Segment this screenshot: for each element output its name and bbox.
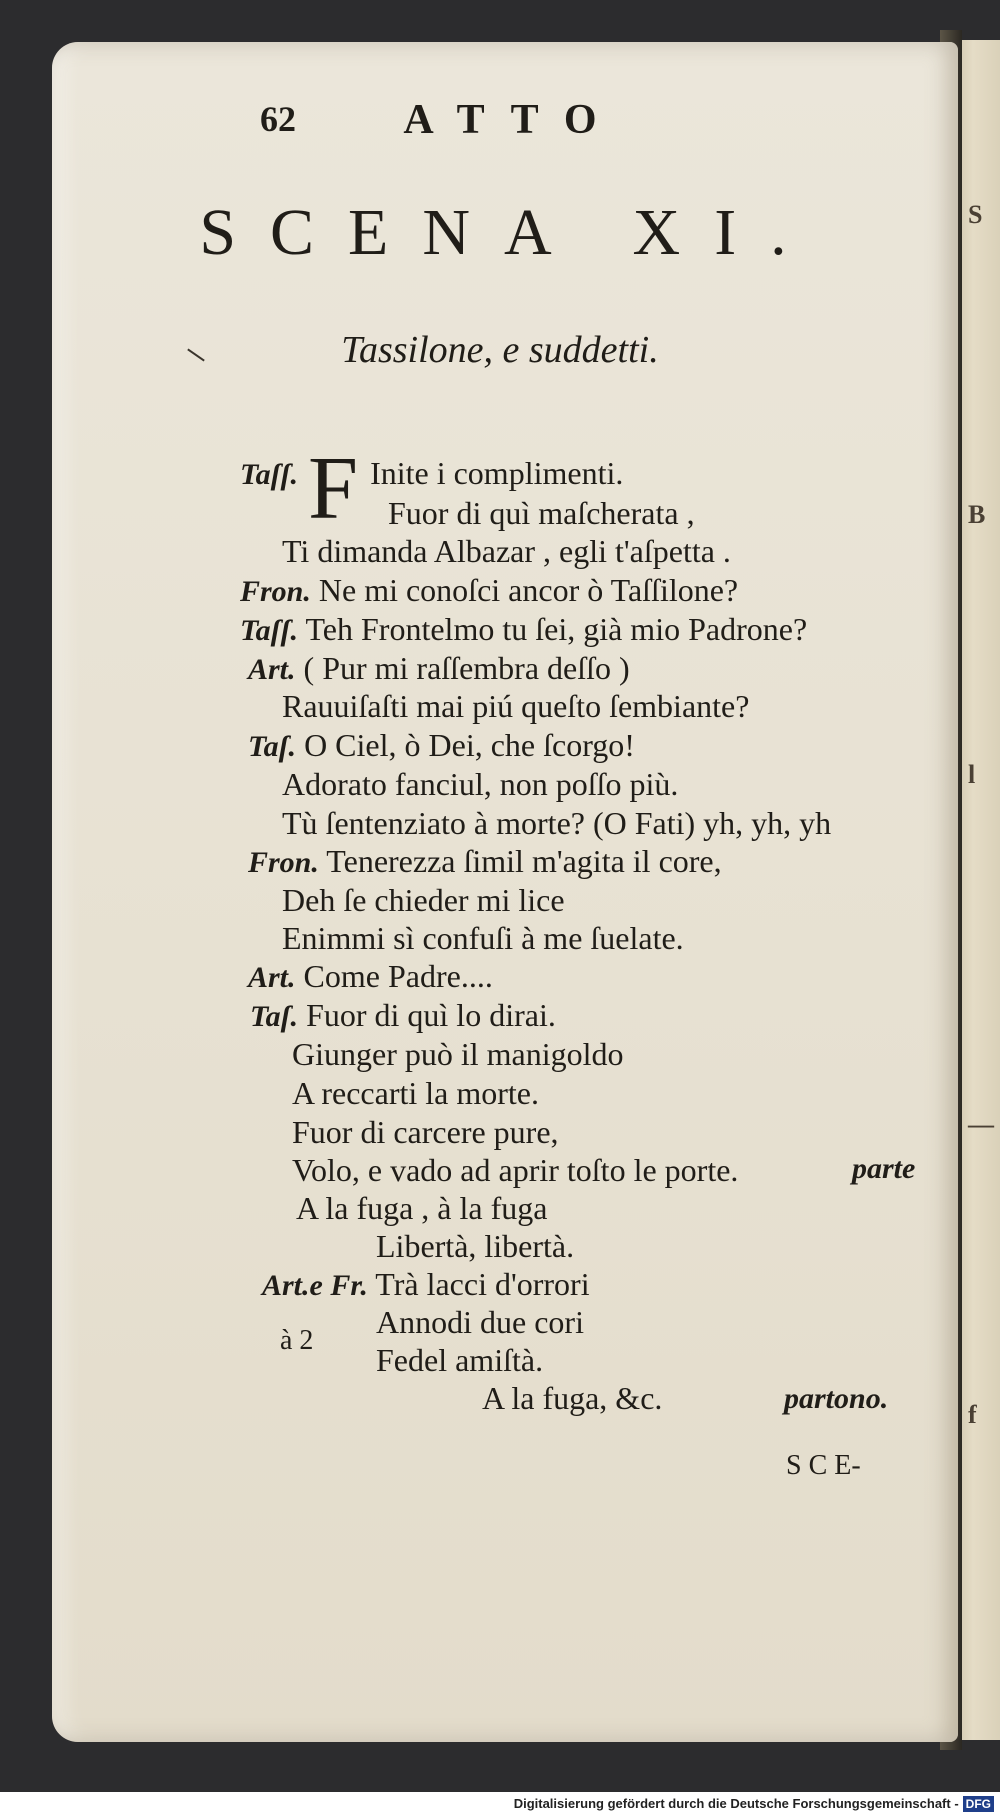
verse-line	[296, 1190, 547, 1227]
verse-line	[376, 1342, 543, 1379]
verse-line	[282, 766, 678, 803]
speaker-label: Taſ.	[248, 730, 297, 763]
facing-page-glyph: B	[968, 500, 986, 529]
speaker-label: Fron.	[248, 846, 319, 879]
speaker-label: Art.	[248, 961, 296, 994]
verse-text: Fuor di carcere pure,	[292, 1114, 559, 1150]
speaker-label: Taſ.	[250, 1000, 299, 1033]
verse-text: ( Pur mi raſſembra deſſo )	[303, 650, 630, 686]
verse-text: Trà lacci d'orrori	[375, 1266, 590, 1302]
verse-line	[282, 688, 749, 725]
verse-text: Ne mi conoſci ancor ò Taſſilone?	[318, 572, 739, 608]
verse-text: Enimmi sì confuſi à me ſuelate.	[282, 920, 684, 956]
verse-text: Annodi due cori	[376, 1304, 584, 1340]
stage-direction-partono: partono.	[784, 1382, 889, 1415]
verse-text: Fuor di quì lo dirai.	[306, 997, 556, 1033]
dfg-logo: DFG	[963, 1796, 994, 1812]
verse-text: Inite i complimenti.	[370, 455, 624, 491]
verse-line	[248, 727, 635, 764]
verse-text: Ti dimanda Albazar , egli t'aſpetta .	[282, 533, 731, 569]
verse-text: A reccarti la morte.	[292, 1075, 539, 1111]
a-due-marker: à 2	[280, 1325, 314, 1356]
verse-line	[248, 958, 493, 995]
verse-text: Fuor di quì maſcherata ,	[388, 495, 695, 531]
speaker-label: Fron.	[240, 575, 311, 608]
verse-text: Come Padre....	[303, 958, 493, 994]
verse-text: Tenerezza ſimil m'agita il core,	[326, 843, 722, 879]
folio-number: 62	[260, 99, 296, 139]
verse-text: Adorato fanciul, non poſſo più.	[282, 766, 679, 802]
speaker-label: Taſſ.	[240, 614, 299, 647]
verse-line	[388, 495, 695, 532]
verse-line	[482, 1380, 662, 1417]
digitization-footer	[0, 1792, 1000, 1815]
verse-line	[292, 1036, 624, 1073]
verse-line	[262, 1266, 590, 1303]
verse-line	[292, 1075, 539, 1112]
verse-line	[282, 805, 831, 842]
scene-title: SCENA XI.	[199, 196, 821, 269]
catchword: S C E-	[786, 1450, 861, 1481]
speaker-label: Art.	[248, 653, 296, 686]
verse-text: Volo, e vado ad aprir toſto le porte.	[292, 1152, 739, 1188]
scene-persons: Tassilone, e suddetti.	[341, 329, 659, 371]
stage-direction-parte: parte	[852, 1152, 916, 1185]
verse-line	[376, 1228, 574, 1265]
verse-line	[282, 533, 731, 570]
verse-line	[282, 882, 565, 919]
speaker-label: Art.e Fr.	[262, 1269, 368, 1302]
verse-text: Teh Frontelmo tu ſei, già mio Padrone?	[305, 611, 808, 647]
verse-text: O Ciel, ò Dei, che ſcorgo!	[304, 727, 635, 763]
verse-text: Fedel amiſtà.	[376, 1342, 544, 1378]
verse-line	[250, 997, 556, 1034]
verse-text: A la fuga , à la fuga	[296, 1190, 548, 1226]
verse-line	[292, 1152, 738, 1189]
footer-text: Digitalisierung gefördert durch die Deutsche Forschungsgemeinschaft -	[513, 1796, 959, 1811]
verse-line	[282, 920, 684, 957]
verse-line	[292, 1114, 559, 1151]
speaker-label: Taſſ.	[240, 458, 299, 491]
facing-page-glyph: —	[968, 1110, 994, 1139]
verse-line	[376, 1304, 584, 1341]
verse-line	[240, 611, 807, 648]
verse-text: Rauuiſaſti mai piú queſto ſembiante?	[282, 688, 750, 724]
running-head: ATTO	[403, 97, 623, 143]
verse-text: Tù ſentenziato à morte? (O Fati) yh, yh, yh	[282, 805, 832, 841]
verse-text: A la fuga, &c.	[482, 1380, 663, 1416]
verse-text: Giunger può il manigoldo	[292, 1036, 624, 1072]
verse-line	[248, 843, 722, 880]
verse-line	[240, 455, 623, 492]
verse-text: Deh ſe chieder mi lice	[282, 882, 565, 918]
drop-capital: F	[308, 439, 359, 538]
verse-line	[248, 650, 630, 687]
facing-page-glyph: f	[968, 1400, 977, 1429]
facing-page-glyph: S	[968, 200, 983, 229]
facing-page-glyph: l	[968, 760, 976, 789]
verse-line	[240, 572, 738, 609]
verse-text: Libertà, libertà.	[376, 1228, 575, 1264]
